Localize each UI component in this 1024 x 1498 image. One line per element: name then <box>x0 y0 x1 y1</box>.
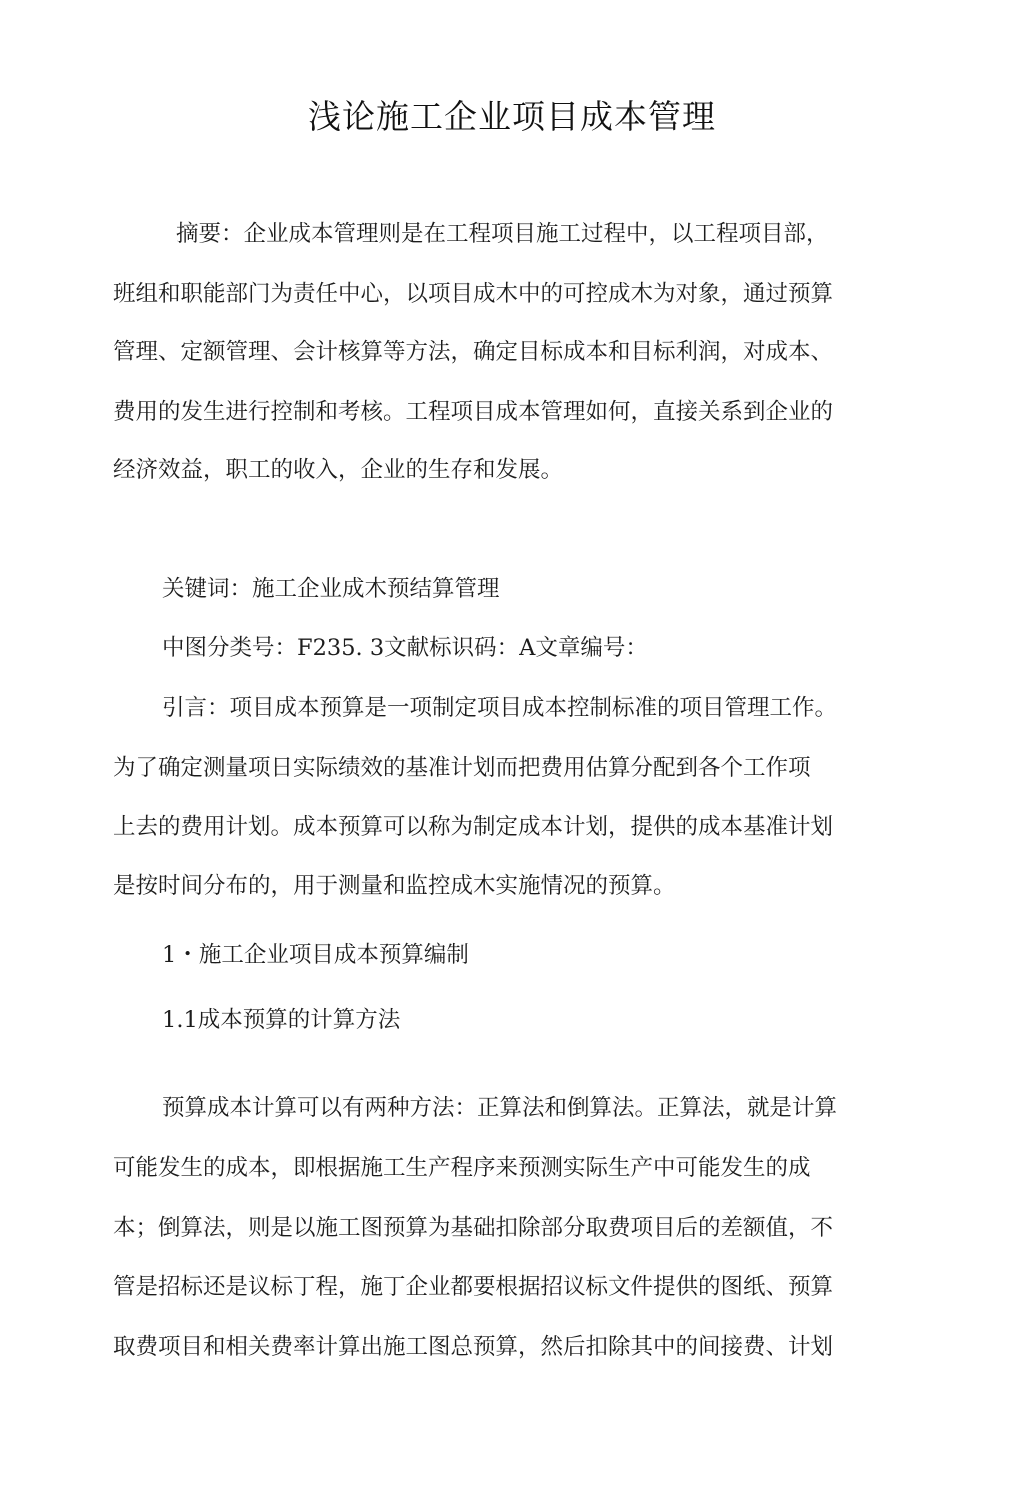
document-title: 浅论施工企业项目成本管理 <box>308 97 716 136</box>
keywords-line: 关键词：施工企业成木预结算管理 <box>162 576 500 602</box>
body-line: 管是招标还是议标丁程，施丁企业都要根据招议标文件提供的图纸、预算 <box>113 1274 834 1300</box>
body-line: 预算成本计算可以有两种方法：正算法和倒算法。正算法，就是计算 <box>162 1095 838 1121</box>
body-line: 本；倒算法，则是以施工图预算为基础扣除部分取费项目后的差额值，不 <box>113 1215 834 1241</box>
intro-line: 是按时间分布的，用于测量和监控成木实施情况的预算。 <box>113 873 676 899</box>
abstract-line: 管理、定额管理、会计核算等方法，确定目标成本和目标利润，对成本、 <box>113 339 834 365</box>
intro-line: 上去的费用计划。成本预算可以称为制定成本计划，提供的成本基准计划 <box>113 814 834 840</box>
abstract-line: 费用的发生进行控制和考核。工程项目成本管理如何，直接关系到企业的 <box>113 399 834 425</box>
abstract-line: 摘要：企业成本管理则是在工程项目施工过程中，以工程项目部， <box>176 221 829 247</box>
body-line: 取费项目和相关费率计算出施工图总预算，然后扣除其中的间接费、计划 <box>113 1334 834 1360</box>
intro-line: 引言：项目成本预算是一项制定项目成本控制标准的项目管理工作。 <box>162 695 838 721</box>
classification-line: 中图分类号：F235. 3文献标识码：A文章编号： <box>162 635 648 661</box>
section-heading: 1・施工企业项目成本预算编制 <box>162 942 469 968</box>
subsection-heading: 1.1成本预算的计算方法 <box>162 1007 401 1033</box>
intro-line: 为了确定测量项日实际绩效的基准计划而把费用估算分配到各个工作项 <box>113 755 811 781</box>
abstract-line: 经济效益，职工的收入，企业的生存和发展。 <box>113 457 564 483</box>
body-line: 可能发生的成本，即根据施工生产程序来预测实际生产中可能发生的成 <box>113 1155 811 1181</box>
abstract-line: 班组和职能部门为责任中心，以项目成木中的可控成木为对象，通过预算 <box>113 281 834 307</box>
